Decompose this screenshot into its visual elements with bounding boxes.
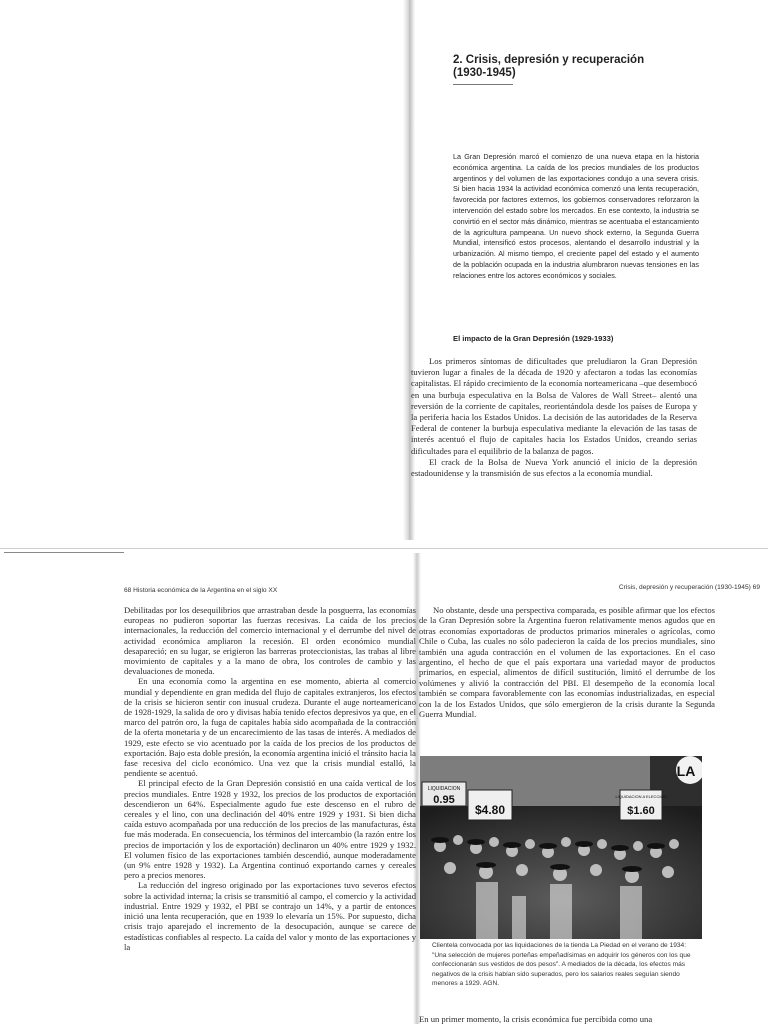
title-rule	[453, 84, 513, 85]
sale-sign-center	[468, 790, 512, 820]
body-paragraph: El principal efecto de la Gran Depresión consistió en una caída vertical de los precios mundiales. Entre 1928 y 1932, los precios de los productos de exportación descendieron un 64%. Especialmente agudo fue este descenso en el rubro de cereales y el lino, con una declinación del 40% entre 1929 y 1931. Si bien dicha caída estuvo acompañada por una reducción de los precios de las manufacturas, ésta fue más moderada. En consecuencia, los términos del intercambio (la razón entre los precios de importación y los de exportación) declinaron un 40% entre 1929 y 1932. El volumen físico de las exportaciones también descendió, aunque moderadamente (un 9% entre 1928 y 1932). La Argentina continuó exportando carnes y cereales pero a precios menores.	[124, 778, 416, 881]
body-paragraph: En una economía como la argentina en ese momento, abierta al comercio mundial y dependiente en gran medida del flujo de capitales extranjeros, los efectos de la crisis se hicieron sentir con inusual crudeza. Durante el auge norteamericano de 1928-1929, la salida de oro y divisas había tenido efectos depresivos ya que, en el marco del patrón oro, la fuga de capitales había sido acompañada de la contracción de la oferta monetaria y de un encarecimiento de las tasas de interés. A mediados de 1929, este efecto se vio acentuado por la caída de los precios de los productos de exportación. Bajo esta doble presión, la economía argentina inició el tránsito hacia la fase recesiva del ciclo económico. Una vez que la crisis mundial estalló, la pendiente se acentuó.	[124, 676, 416, 779]
chapter-title-line-2: (1930-1945)	[453, 67, 516, 79]
page-divider	[0, 548, 768, 549]
archival-photo	[420, 756, 702, 939]
body-paragraph: La reducción del ingreso originado por las exportaciones tuvo severos efectos sobre la actividad interna; la crisis se transmitió al campo, el comercio y la actividad industrial. Entre 1929 y 1932, el PBI se contrajo un 14%, y a partir de entonces inició una lenta recuperación, que en 1939 lo elevaría un 15%. Por supuesto, dicha crisis trajo aparejado el incremento de la desocupación, aunque se carece de estadísticas confiables al respecto. La caída del valor y monto de las exportaciones y la	[124, 880, 416, 952]
body-paragraph: Debilitadas por los desequilibrios que arrastraban desde la posguerra, las economías europeas no pudieron soportar las fuerzas recesivas. La caída de los precios internacionales, la reducción del comercio internacional y el derrumbe del nivel de actividad económica ampliaron la recesión. El orden económico mundial desapareció; en su lugar, se erigieron las barreras proteccionistas, las trabas al libre movimiento de capitales y a la mano de obra, los controles de cambio y las devaluaciones de moneda.	[124, 605, 416, 677]
left-page-column	[124, 605, 416, 1024]
right-page-column	[419, 605, 715, 719]
body-paragraph: No obstante, desde una perspectiva comparada, es posible afirmar que los efectos de la Gran Depresión sobre la Argentina fueron relativamente menos agudos que en otras economías exportadoras de productos primarios minerales o agrícolas, como Chile o Cuba, las cuales no sólo padecieron la caída de los precios mundiales, sino también una aguda contracción en el volumen de las exportaciones. En el caso argentino, el hecho de que el país exportara una variedad mayor de productos primarios, en especial, alimentos de difícil sustitución, limitó el derrumbe de los volúmenes y alivió la contracción del PBI. El desempeño de la economía local también se compara favorablemente con las economías industrializadas, en especial con la de los Estados Unidos, que sólo emergieron de la crisis durante la Segunda Guerra Mundial.	[419, 605, 715, 720]
page-edge-mark	[4, 552, 124, 553]
chapter-title-line-1: 2. Crisis, depresión y recuperación	[453, 54, 645, 66]
right-column-last-line: En un primer momento, la crisis económica fue percibida como una	[419, 1014, 653, 1024]
svg-text:LA: LA	[676, 763, 696, 779]
svg-text:LIQUIDACION: LIQUIDACION	[427, 786, 461, 792]
chapter-title	[453, 54, 713, 80]
svg-text:LIQUIDACION A ELECCION: LIQUIDACION A ELECCION	[615, 794, 667, 799]
sale-sign-left	[422, 782, 466, 806]
chapter-intro: La Gran Depresión marcó el comienzo de una nueva etapa en la historia económica argentina. La caída de los precios mundiales de los productos argentinos y del volumen de las exportaciones condujo a una severa crisis. Si bien hacia 1934 la actividad económica comenzó una lenta recuperación, favorecida por factores externos, los gobiernos conservadores reforzaron la intervención del estado sobre los mercados. En ese contexto, la industria se convirtió en el sector más dinámico, mientras se acentuaba el estancamiento de la agricultura pampeana. Un nuevo shock externo, la Segunda Guerra Mundial, intensificó estos procesos, alentando el desarrollo industrial y la urbanización. Al mismo tiempo, el creciente papel del estado y el aumento de la población ocupada en la industria alumbraron nuevas tensiones en las relaciones entre los actores económicos y sociales.	[453, 152, 699, 280]
body-paragraph: Los primeros síntomas de dificultades que preludiaron la Gran Depresión tuvieron lugar a finales de la década de 1920 y afectaron a todas las economías capitalistas. El rápido crecimiento de la economía norteamericana –que desembocó en una burbuja especulativa en la Bolsa de Valores de Wall Street– alentó una reversión de la corriente de capitales, reorientándola desde los países de Europa y la periferia hacia los Estados Unidos. La decisión de las autoridades de la Reserva Federal de contener la burbuja especulativa mediante la elevación de las tasas de interés acentuó el flujo de capitales hacia los Estados Unidos, creando serias dificultades para el equilibrio de la balanza de pagos.	[411, 356, 697, 456]
svg-text:$4.80: $4.80	[474, 803, 506, 817]
top-page-body	[411, 356, 697, 479]
running-head-left: 68 Historia económica de la Argentina en el siglo XX	[124, 587, 278, 594]
body-paragraph: El crack de la Bolsa de Nueva York anunció el inicio de la depresión estadounidense y la transmisión de sus efectos a la economía mundial.	[411, 456, 697, 479]
running-head-right: Crisis, depresión y recuperación (1930-1945) 69	[618, 584, 760, 591]
svg-text:0.95: 0.95	[433, 794, 455, 806]
svg-text:$1.60: $1.60	[627, 805, 655, 817]
photo-caption: Clientela convocada por las liquidaciones de la tienda La Piedad en el verano de 1934: "Una selección de mujeres porteñas empeñadísimas en adquirir los géneros con los que confeccionarán sus vestidos de dos pesos". A mediados de la década, los efectos más negativos de la crisis habían sido superados, pero los salarios reales seguían siendo menores a 1929. AGN.	[432, 942, 691, 988]
crowd-photo-illustration	[420, 756, 702, 939]
sale-sign-right	[616, 790, 667, 820]
section-heading: El impacto de la Gran Depresión (1929-1933)	[453, 334, 614, 343]
